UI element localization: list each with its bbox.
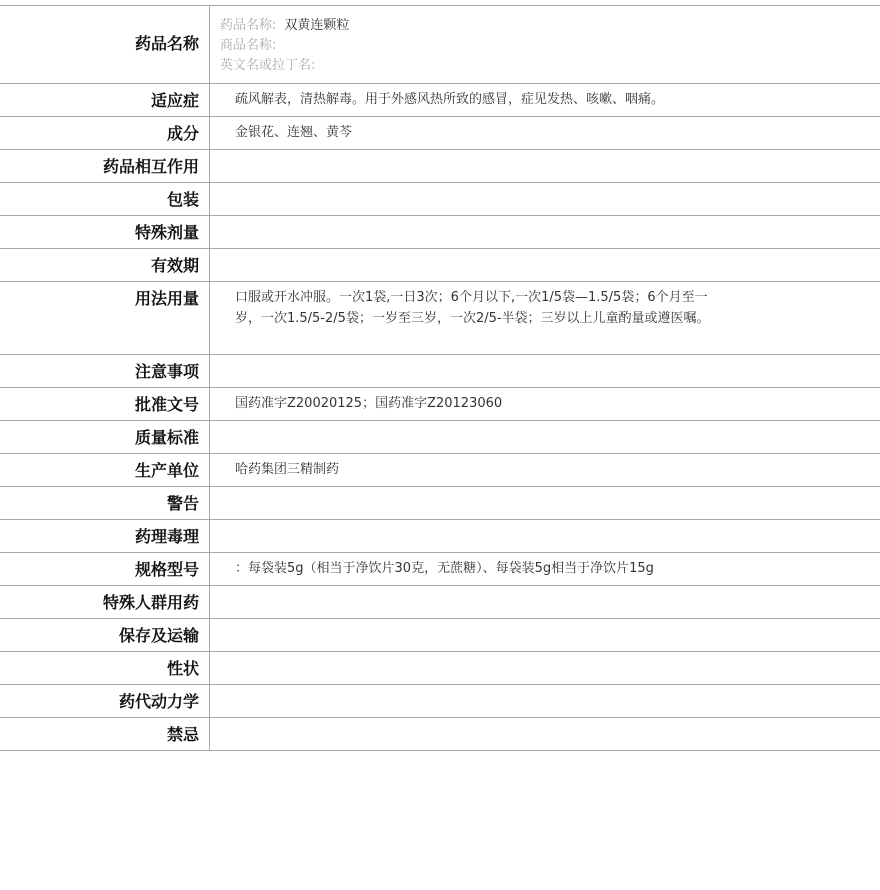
- row-specification: [0, 553, 880, 586]
- row-ingredients: [0, 117, 880, 150]
- row-label: 批准文号: [0, 388, 210, 421]
- row-value: [210, 249, 880, 282]
- row-label: 特殊人群用药: [0, 586, 210, 619]
- row-label: 保存及运输: [0, 619, 210, 652]
- usage-text: 口服或开水冲服。一次1袋,一日3次；6个月以下,一次1/5袋—1.5/5袋；6个月至一岁，一次1.5/5-2/5袋；一岁至三岁，一次2/5-半袋；三岁以上儿童酌量或遵医嘱。: [235, 290, 710, 326]
- row-storage-transport: [0, 619, 880, 652]
- row-value: [210, 183, 880, 216]
- row-label: 成分: [0, 117, 210, 150]
- field-label: 药品名称:: [220, 18, 277, 33]
- row-value: 疏风解表，清热解毒。用于外感风热所致的感冒，症见发热、咳嗽、咽痛。: [210, 84, 880, 117]
- row-value: [210, 6, 880, 84]
- row-value: [210, 685, 880, 718]
- row-value: 金银花、连翘、黄芩: [210, 117, 880, 150]
- row-label: 药品名称: [0, 6, 210, 84]
- row-value: 国药准字Z20020125；国药准字Z20123060: [210, 388, 880, 421]
- row-approval-number: [0, 388, 880, 421]
- field-label: 商品名称:: [220, 38, 277, 53]
- row-label: 注意事项: [0, 355, 210, 388]
- row-value: [210, 355, 880, 388]
- row-value: ：每袋装5g（相当于净饮片30克，无蔗糖）、每袋装5g相当于净饮片15g: [210, 553, 880, 586]
- row-value: [210, 150, 880, 183]
- row-drug-interactions: [0, 150, 880, 183]
- row-label: 禁忌: [0, 718, 210, 751]
- row-shelf-life: [0, 249, 880, 282]
- row-contraindications: [0, 718, 880, 751]
- row-drug-name: [0, 6, 880, 84]
- field-label: 英文名或拉丁名:: [220, 58, 316, 73]
- row-label: 用法用量: [0, 282, 210, 355]
- row-quality-standard: [0, 421, 880, 454]
- row-value: [210, 652, 880, 685]
- row-value: 哈药集团三精制药: [210, 454, 880, 487]
- row-label: 药品相互作用: [0, 150, 210, 183]
- trade-name-field: [220, 36, 880, 56]
- row-pharmacology-toxicology: [0, 520, 880, 553]
- row-warning: [0, 487, 880, 520]
- row-label: 药代动力学: [0, 685, 210, 718]
- row-value: [210, 718, 880, 751]
- row-value: [210, 520, 880, 553]
- row-value: [210, 586, 880, 619]
- row-precautions: [0, 355, 880, 388]
- row-label: 警告: [0, 487, 210, 520]
- row-appearance: [0, 652, 880, 685]
- row-label: 适应症: [0, 84, 210, 117]
- row-usage-dosage: [0, 282, 880, 355]
- row-special-populations: [0, 586, 880, 619]
- row-label: 药理毒理: [0, 520, 210, 553]
- row-value: [210, 421, 880, 454]
- row-packaging: [0, 183, 880, 216]
- row-label: 生产单位: [0, 454, 210, 487]
- row-label: 有效期: [0, 249, 210, 282]
- row-value: [210, 216, 880, 249]
- generic-name-field: [220, 16, 880, 36]
- row-label: 包装: [0, 183, 210, 216]
- row-value: [210, 487, 880, 520]
- row-pharmacokinetics: [0, 685, 880, 718]
- row-label: 规格型号: [0, 553, 210, 586]
- english-name-field: [220, 56, 880, 76]
- field-value: 双黄连颗粒: [284, 18, 350, 33]
- row-special-dosage: [0, 216, 880, 249]
- drug-spec-table: [0, 5, 880, 751]
- row-manufacturer: [0, 454, 880, 487]
- row-indications: [0, 84, 880, 117]
- row-label: 性状: [0, 652, 210, 685]
- row-label: 质量标准: [0, 421, 210, 454]
- row-value: [210, 619, 880, 652]
- row-value: [210, 282, 880, 355]
- row-label: 特殊剂量: [0, 216, 210, 249]
